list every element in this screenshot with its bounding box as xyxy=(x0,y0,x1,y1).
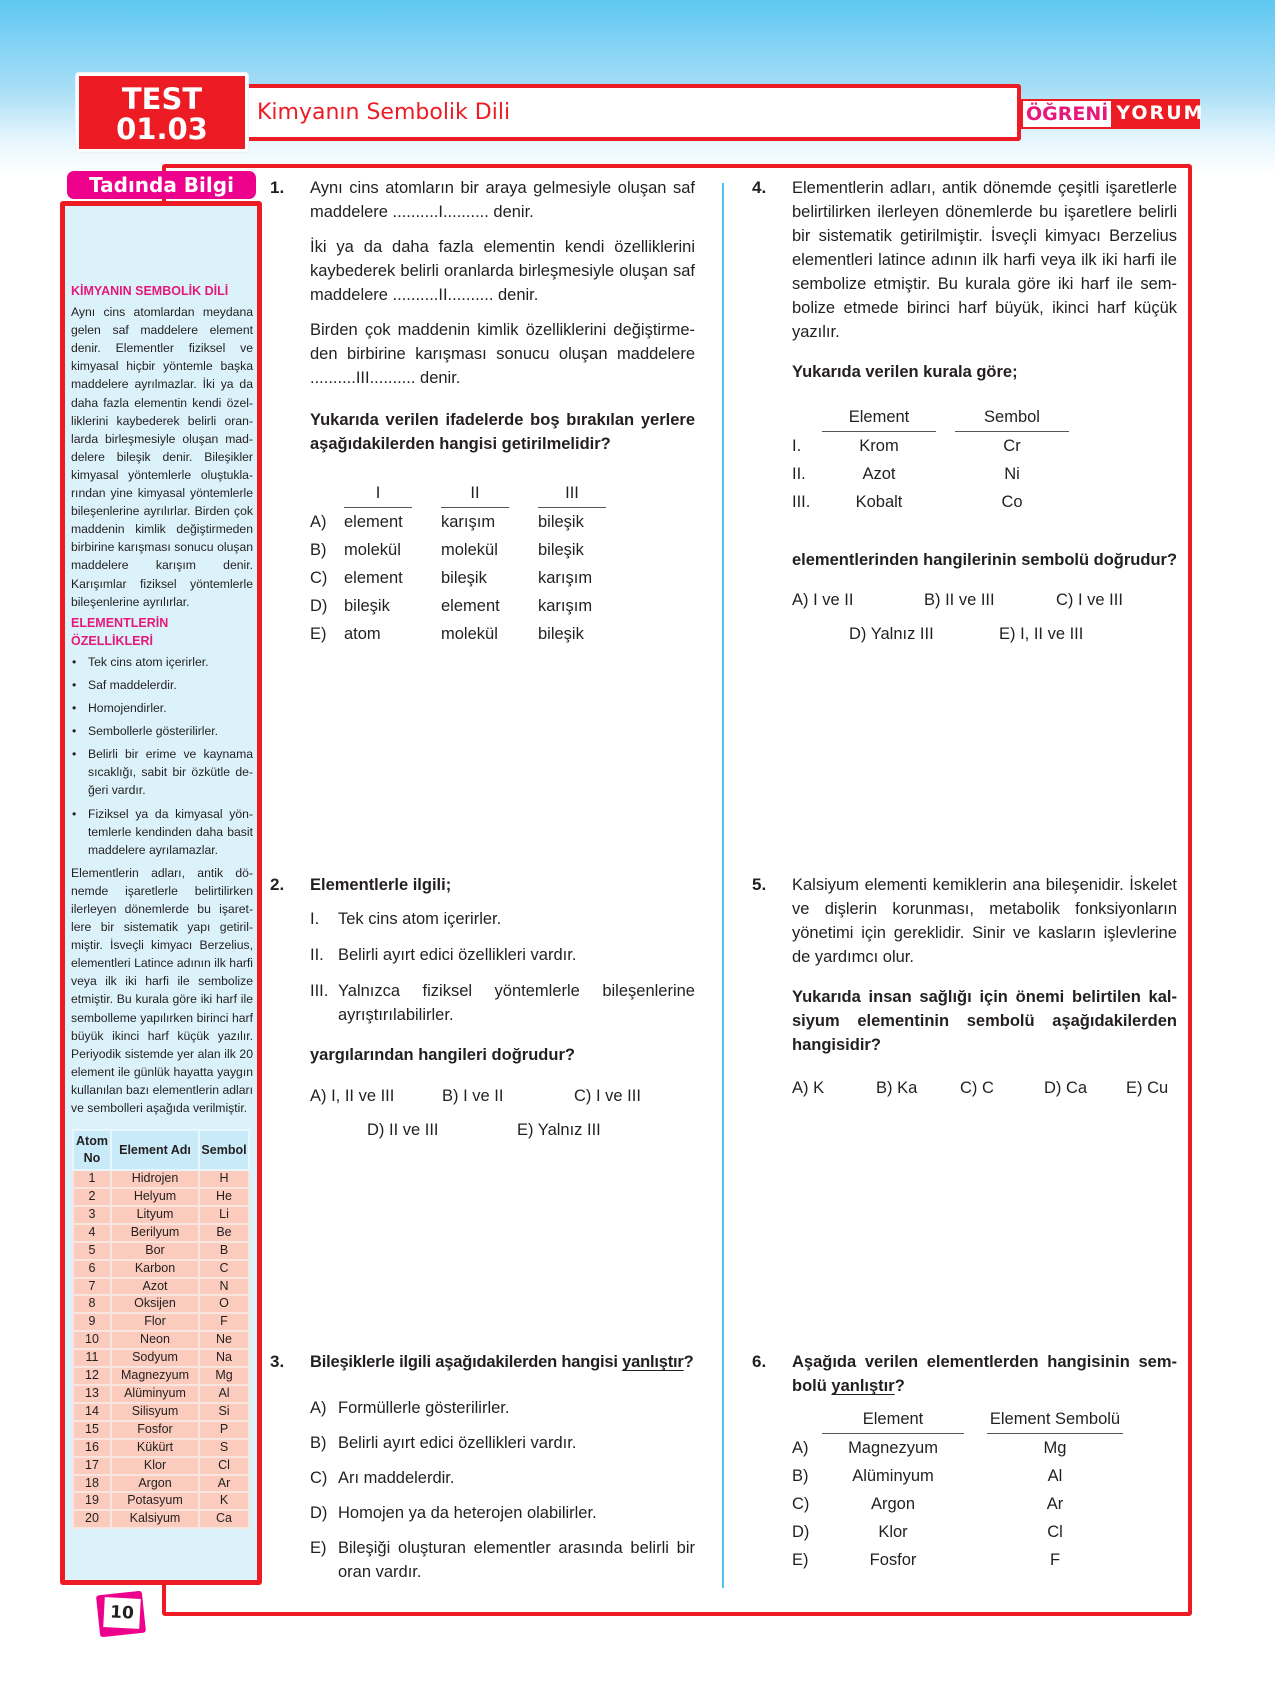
table-row xyxy=(73,1313,249,1331)
element-name-cell: Sodyum xyxy=(111,1349,199,1367)
option-letter: B) xyxy=(792,1467,809,1485)
atom-no-cell: 1 xyxy=(73,1170,111,1188)
q4-option-e[interactable]: E) I, II ve III xyxy=(999,625,1084,643)
atom-no-cell: 12 xyxy=(73,1367,111,1385)
element-name-cell: Silisyum xyxy=(111,1403,199,1421)
q1-option-e[interactable] xyxy=(310,620,695,648)
q2-statement: III. Yalnızca fiziksel yöntemlerle bileşenlerine ayrıştırılabilirler. xyxy=(310,982,695,1024)
test-badge xyxy=(76,73,248,152)
q4-col-element: Element xyxy=(822,405,936,432)
element-name: Krom xyxy=(859,437,899,455)
element-symbol: Al xyxy=(1047,1467,1063,1485)
option-text: Arı maddelerdir. xyxy=(338,1469,455,1487)
q4-option-b[interactable]: B) II ve III xyxy=(924,591,995,609)
symbol-cell: Ca xyxy=(199,1510,249,1528)
table-row xyxy=(73,1385,249,1403)
q6-emphasis: yanlıştır xyxy=(831,1377,895,1395)
element-name-cell: Alüminyum xyxy=(111,1385,199,1403)
test-number: 01.03 xyxy=(116,112,208,146)
page-title: Kimyanın Sembolik Dili xyxy=(257,100,511,125)
table-row xyxy=(73,1475,249,1493)
option-letter: D) xyxy=(310,1504,328,1522)
element-name: Kobalt xyxy=(855,493,903,511)
atom-no-cell: 10 xyxy=(73,1331,111,1349)
symbol-cell: Al xyxy=(199,1385,249,1403)
symbol-cell: S xyxy=(199,1439,249,1457)
element-symbol: Ni xyxy=(1004,465,1020,483)
element-name-cell: Oksijen xyxy=(111,1295,199,1313)
roman-label: III. xyxy=(792,493,811,511)
roman-label: I. xyxy=(792,437,802,455)
element-symbol: Ar xyxy=(1046,1495,1064,1513)
q3-option-b[interactable] xyxy=(310,1431,695,1455)
q5-option-d[interactable]: D) Ca xyxy=(1044,1079,1088,1097)
option-letter: E) xyxy=(792,1551,809,1569)
table-row xyxy=(73,1457,249,1475)
element-name: Azot xyxy=(862,465,896,483)
option-letter: B) xyxy=(310,1434,327,1452)
q4-option-c[interactable]: C) I ve III xyxy=(1056,591,1123,609)
q1-options-table xyxy=(310,478,695,648)
property-item: • Fiziksel ya da kimyasal yöntemlerle kendinden daha basit maddelere ayrılamazlar. xyxy=(71,805,253,859)
property-item: • Homojendirler. xyxy=(71,699,253,717)
q4-element-table xyxy=(792,402,1177,516)
sidebar-tab-title: Tadında Bilgi xyxy=(67,171,256,199)
q6-option-e[interactable] xyxy=(792,1546,1177,1574)
q2-option-e[interactable]: E) Yalnız III xyxy=(517,1121,601,1139)
element-symbol: Mg xyxy=(1043,1439,1067,1457)
option-value-II: bileşik xyxy=(441,569,487,587)
option-letter: C) xyxy=(310,1469,328,1487)
option-letter: A) xyxy=(792,1439,809,1457)
option-text: Formüllerle gösterilirler. xyxy=(338,1399,510,1417)
q2-option-a[interactable]: A) I, II ve III xyxy=(310,1087,395,1105)
q4-element-row xyxy=(792,432,1177,460)
q2-statement: I. Tek cins atom içerirler. xyxy=(310,910,502,928)
element-name-cell: Berilyum xyxy=(111,1224,199,1242)
option-text: Belirli ayırt edici özellikleri vardır. xyxy=(338,1434,577,1452)
atom-no-cell: 14 xyxy=(73,1403,111,1421)
q4-lead: Yukarıda verilen kurala göre; xyxy=(792,363,1018,381)
question-4 xyxy=(752,176,1177,651)
q5-prompt: Yukarıda insan sağlığı için önemi belirtilen kalsiyum elementinin sembolü aşağıdakilerden hangisidir? xyxy=(792,988,1177,1054)
question-1 xyxy=(270,176,695,648)
element-name-cell: Magnezyum xyxy=(111,1367,199,1385)
atom-no-cell: 15 xyxy=(73,1421,111,1439)
atom-no-cell: 18 xyxy=(73,1475,111,1493)
q3-option-a[interactable] xyxy=(310,1396,695,1420)
table-row xyxy=(73,1260,249,1278)
element-name-cell: Hidrojen xyxy=(111,1170,199,1188)
atom-no-cell: 20 xyxy=(73,1510,111,1528)
table-row xyxy=(73,1224,249,1242)
q3-option-c[interactable] xyxy=(310,1466,695,1490)
table-row xyxy=(73,1403,249,1421)
option-letter: D) xyxy=(792,1523,810,1541)
option-letter: D) xyxy=(310,597,328,615)
question-number: 6. xyxy=(752,1352,767,1371)
table-row xyxy=(73,1367,249,1385)
atom-no-cell: 16 xyxy=(73,1439,111,1457)
symbol-cell: B xyxy=(199,1242,249,1260)
symbol-cell: H xyxy=(199,1170,249,1188)
table-row xyxy=(73,1510,249,1528)
atom-no-cell: 19 xyxy=(73,1492,111,1510)
atom-no-cell: 3 xyxy=(73,1206,111,1224)
property-item: • Tek cins atom içerirler. xyxy=(71,653,253,671)
option-value-III: karışım xyxy=(538,569,593,587)
element-name: Argon xyxy=(870,1495,916,1513)
q1-col-III: III xyxy=(538,481,606,508)
sidebar-heading-symbolic-language: KİMYANIN SEMBOLİK DİLİ xyxy=(71,284,229,298)
q3-option-d[interactable] xyxy=(310,1501,695,1525)
element-symbol: Cl xyxy=(1047,1523,1063,1541)
symbol-cell: Ne xyxy=(199,1331,249,1349)
symbol-cell: K xyxy=(199,1492,249,1510)
table-row xyxy=(73,1492,249,1510)
symbol-cell: O xyxy=(199,1295,249,1313)
brand-part1: ÖĞRENİ xyxy=(1023,101,1111,127)
q1-option-b[interactable] xyxy=(310,536,695,564)
q1-col-I: I xyxy=(344,481,412,508)
element-name-cell: Kükürt xyxy=(111,1439,199,1457)
element-name-cell: Karbon xyxy=(111,1260,199,1278)
atom-no-cell: 7 xyxy=(73,1278,111,1296)
sidebar-paragraph-1: Aynı cins atomlardan meydana gelen saf maddelere element denir. Elementler fiziksel ve kimyasal hiçbir yöntemle başka maddelere ayrılmazlar. İki ya da daha fazla elementin kendi özelliklerini kaybederek belirli oranlarda birleşmesiyle oluşan maddelere bileşik denir. Bileşikler kimyasal yöntemlerle oluştuklarından yine kimyasal yöntemlerle bileşenlerine ayrılırlar. Birden çok maddenin kimlik değiştirmeden birbirine karışması sonucu oluşan maddelere karışım denir. Karışımlar fiziksel yöntemlerle bileşenlerine ayrılırlar. xyxy=(71,305,253,609)
element-symbol: Cr xyxy=(1003,437,1021,455)
question-5 xyxy=(752,873,1177,1105)
element-name: Magnezyum xyxy=(848,1439,938,1457)
symbol-cell: N xyxy=(199,1278,249,1296)
property-item: • Sembollerle gösterilirler. xyxy=(71,722,253,740)
option-letter: C) xyxy=(310,569,328,587)
q1-statement-3: Birden çok maddenin kimlik özelliklerini değiştirmeden birbirine karışması sonucu oluşan maddelere ..........III.......... denir. xyxy=(310,321,695,387)
symbol-cell: Be xyxy=(199,1224,249,1242)
option-value-II: element xyxy=(441,597,500,615)
symbol-cell: F xyxy=(199,1313,249,1331)
q2-prompt: yargılarından hangileri doğrudur? xyxy=(310,1046,575,1064)
option-value-I: atom xyxy=(344,625,381,643)
title-box xyxy=(249,84,1021,141)
option-value-II: molekül xyxy=(441,625,498,643)
option-value-I: element xyxy=(344,569,403,587)
q3-option-e[interactable] xyxy=(310,1536,695,1584)
option-letter: A) xyxy=(310,513,327,531)
q5-option-a[interactable]: A) K xyxy=(792,1079,825,1097)
roman-label: II. xyxy=(792,465,806,483)
question-6 xyxy=(752,1350,1177,1574)
option-value-I: element xyxy=(344,513,403,531)
question-3 xyxy=(270,1350,695,1595)
atom-no-cell: 6 xyxy=(73,1260,111,1278)
table-row xyxy=(73,1242,249,1260)
option-text: Homojen ya da heterojen olabilirler. xyxy=(338,1504,597,1522)
option-value-II: molekül xyxy=(441,541,498,559)
element-name-cell: Neon xyxy=(111,1331,199,1349)
atom-no-cell: 5 xyxy=(73,1242,111,1260)
q4-passage: Elementlerin adları, antik dönemde çeşitli işaretlerle belirtilirken ilerleyen dönemlerde bu işaretlere belirli bir sistematik getirilmiştir. İsveçli kimyacı Berzelius elementleri latince adının ilk harfi veya ilk iki harfi ile sembolize etmiştir. Bu kurala göre iki harf ile sembolize etmede birinci harf büyük, ikinci harf küçük yazılır. xyxy=(792,179,1177,341)
q1-col-II: II xyxy=(441,481,509,508)
q3-options xyxy=(310,1396,695,1584)
test-label: TEST xyxy=(121,82,203,116)
q1-statement-1: Aynı cins atomların bir araya gelmesiyle oluşan saf maddelere ..........I.......... denir. xyxy=(310,179,695,221)
q6-options-table xyxy=(792,1404,1177,1574)
option-letter: E) xyxy=(310,1539,327,1557)
element-name-cell: Argon xyxy=(111,1475,199,1493)
question-number: 4. xyxy=(752,178,767,197)
atom-no-cell: 13 xyxy=(73,1385,111,1403)
table-row xyxy=(73,1188,249,1206)
q6-option-c[interactable] xyxy=(792,1490,1177,1518)
q2-stem: Elementlerle ilgili; xyxy=(310,876,452,894)
table-row xyxy=(73,1278,249,1296)
option-value-III: bileşik xyxy=(538,625,584,643)
element-name-cell: Fosfor xyxy=(111,1421,199,1439)
q2-option-c[interactable]: C) I ve III xyxy=(574,1087,641,1105)
element-name-cell: Bor xyxy=(111,1242,199,1260)
col-header-atom-no: Atom No xyxy=(73,1130,111,1170)
col-header-symbol: Sembol xyxy=(199,1130,249,1170)
question-number: 2. xyxy=(270,875,285,894)
question-2 xyxy=(270,873,695,1147)
property-item: • Saf maddelerdir. xyxy=(71,676,253,694)
q6-option-a[interactable] xyxy=(792,1434,1177,1462)
atom-no-cell: 2 xyxy=(73,1188,111,1206)
element-name-cell: Kalsiyum xyxy=(111,1510,199,1528)
q1-option-d[interactable] xyxy=(310,592,695,620)
q3-stem: Bileşiklerle ilgili aşağıdakilerden hangisi yanlıştır? xyxy=(310,1353,694,1371)
option-value-I: molekül xyxy=(344,541,401,559)
table-row xyxy=(73,1439,249,1457)
element-symbol-table xyxy=(72,1129,250,1529)
q3-emphasis: yanlıştır xyxy=(622,1353,684,1371)
column-divider xyxy=(722,183,724,1588)
element-name-cell: Flor xyxy=(111,1313,199,1331)
element-name-cell: Azot xyxy=(111,1278,199,1296)
table-header-row xyxy=(73,1130,249,1170)
symbol-cell: He xyxy=(199,1188,249,1206)
q2-statement: II. Belirli ayırt edici özellikleri vardır. xyxy=(310,946,577,964)
info-sidebar xyxy=(60,201,262,1585)
element-properties-list xyxy=(71,653,253,859)
atom-no-cell: 4 xyxy=(73,1224,111,1242)
q5-option-c[interactable]: C) C xyxy=(960,1079,994,1097)
q2-option-d[interactable]: D) II ve III xyxy=(367,1121,439,1139)
symbol-cell: Li xyxy=(199,1206,249,1224)
property-item: • Belirli bir erime ve kaynama sıcaklığı, sabit bir özkütle değeri vardır. xyxy=(71,745,253,799)
element-name: Alüminyum xyxy=(852,1467,934,1485)
sidebar-paragraph-2: Elementlerin adları, antik dönemde işaretlerle belirtilirken ilerleyen dönemlerde bu işaretlere bir sistematik yapı getirilmiştir. İsveçli kimyacı Berzelius, elementleri Latince adının ilk harfi veya ilk iki harfi ile sembolize etmiştir. Bu kurala göre iki harf ile sembolleme yapılırken birinci harf büyük ikinci harf küçük yazılır. Periyodik sistemde yer alan ilk 20 element ile günlük hayatta yaygın kullanılan bazı elementlerin adları ve sembolleri aşağıda verilmiştir. xyxy=(71,865,253,1116)
element-name-cell: Potasyum xyxy=(111,1492,199,1510)
option-text: Bileşiği oluşturan elementler arasında belirli bir oran vardır. xyxy=(338,1539,695,1581)
q2-option-b[interactable]: B) I ve II xyxy=(442,1087,504,1105)
option-value-II: karışım xyxy=(441,513,496,531)
option-letter: B) xyxy=(310,541,327,559)
table-row xyxy=(73,1331,249,1349)
q6-stem: Aşağıda verilen elementlerden hangisinin sembolü yanlıştır? xyxy=(792,1353,1177,1395)
q1-option-a[interactable] xyxy=(310,508,695,536)
table-row xyxy=(73,1295,249,1313)
brand-part2: YORUM xyxy=(1116,102,1205,124)
symbol-cell: C xyxy=(199,1260,249,1278)
symbol-cell: Mg xyxy=(199,1367,249,1385)
option-letter: A) xyxy=(310,1399,327,1417)
option-value-III: karışım xyxy=(538,597,593,615)
q4-element-row xyxy=(792,460,1177,488)
atom-no-cell: 11 xyxy=(73,1349,111,1367)
question-number: 5. xyxy=(752,875,767,894)
element-symbol: F xyxy=(1049,1551,1061,1569)
option-value-I: bileşik xyxy=(344,597,390,615)
symbol-cell: Cl xyxy=(199,1457,249,1475)
q4-option-d[interactable]: D) Yalnız III xyxy=(849,625,934,643)
symbol-cell: Na xyxy=(199,1349,249,1367)
option-letter: C) xyxy=(792,1495,810,1513)
page-number: 10 xyxy=(103,1597,141,1629)
option-value-III: bileşik xyxy=(538,513,584,531)
q4-element-row xyxy=(792,488,1177,516)
table-row xyxy=(73,1421,249,1439)
symbol-cell: Si xyxy=(199,1403,249,1421)
element-name-cell: Klor xyxy=(111,1457,199,1475)
symbol-cell: P xyxy=(199,1421,249,1439)
brand-logo xyxy=(1021,99,1205,129)
element-symbol: Co xyxy=(1001,493,1023,511)
atom-no-cell: 17 xyxy=(73,1457,111,1475)
table-row xyxy=(73,1206,249,1224)
q4-col-symbol: Sembol xyxy=(955,405,1069,432)
q1-statement-2: İki ya da daha fazla elementin kendi özelliklerini kaybederek belirli oranlarda birleşmesiyle oluşan saf maddelere ..........II.......... denir. xyxy=(310,238,695,304)
col-header-element-name: Element Adı xyxy=(111,1130,199,1170)
element-name: Klor xyxy=(878,1523,908,1541)
q5-option-b[interactable]: B) Ka xyxy=(876,1079,918,1097)
symbol-cell: Ar xyxy=(199,1475,249,1493)
q4-option-a[interactable]: A) I ve II xyxy=(792,591,854,609)
sidebar-heading-element-properties: ELEMENTLERİN ÖZELLİKLERİ xyxy=(71,615,169,648)
question-number: 1. xyxy=(270,178,285,197)
q6-col-symbol: Element Sembolü xyxy=(987,1407,1123,1434)
element-name: Fosfor xyxy=(869,1551,917,1569)
option-letter: E) xyxy=(310,625,327,643)
atom-no-cell: 9 xyxy=(73,1313,111,1331)
q5-passage: Kalsiyum elementi kemiklerin ana bileşenidir. İskelet ve dişlerin korunması, metabolik fonksiyonların yönetimi için gereklidir. Sinir ve kasların işlevlerine de yardımcı olur. xyxy=(792,876,1177,966)
q4-prompt: elementlerinden hangilerinin sembolü doğrudur? xyxy=(792,551,1178,569)
q6-option-b[interactable] xyxy=(792,1462,1177,1490)
q6-option-d[interactable] xyxy=(792,1518,1177,1546)
element-name-cell: Lityum xyxy=(111,1206,199,1224)
table-row xyxy=(73,1170,249,1188)
q1-option-c[interactable] xyxy=(310,564,695,592)
table-row xyxy=(73,1349,249,1367)
q6-col-element: Element xyxy=(822,1407,964,1434)
option-value-III: bileşik xyxy=(538,541,584,559)
q2-statements xyxy=(310,907,695,1027)
atom-no-cell: 8 xyxy=(73,1295,111,1313)
q1-prompt: Yukarıda verilen ifadelerde boş bırakılan yerlere aşağıdakilerden hangisi getirilmelidir? xyxy=(310,411,695,453)
element-table-body xyxy=(73,1170,249,1528)
q5-option-e[interactable]: E) Cu xyxy=(1126,1079,1169,1097)
question-number: 3. xyxy=(270,1352,285,1371)
element-name-cell: Helyum xyxy=(111,1188,199,1206)
